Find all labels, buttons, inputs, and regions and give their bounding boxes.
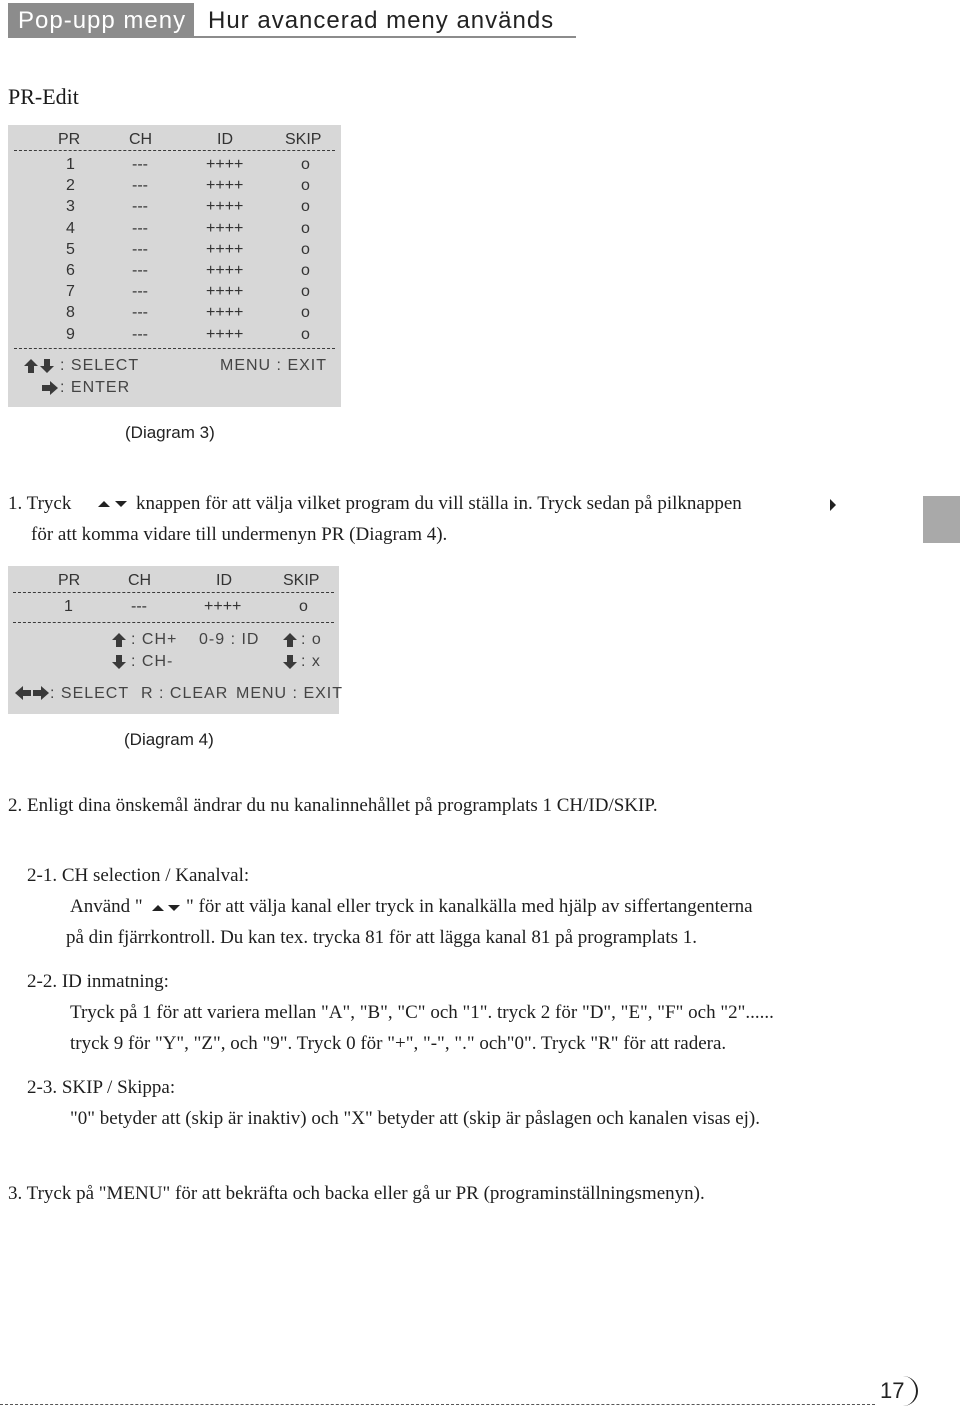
col-header-ch: CH: [129, 131, 153, 148]
row-ch: ---: [132, 156, 148, 173]
row-id: ++++: [204, 598, 242, 615]
row-ch: ---: [132, 304, 148, 322]
diagram3-menu: [8, 125, 341, 407]
up-down-triangles-icon: [97, 499, 131, 509]
clear-label: R : CLEAR: [141, 685, 229, 702]
step2-1-text-a: Använd ": [70, 896, 143, 917]
ch-plus-label: : CH+: [131, 631, 178, 648]
row-ch: ---: [132, 240, 148, 258]
step2-3-text: "0" betyder att (skip är inaktiv) och "X" betyder att (skip är påslagen och kanalen visas ej).: [70, 1108, 760, 1129]
row-pr: 6: [66, 262, 75, 279]
row-skip: o: [301, 156, 310, 173]
row-pr: 5: [66, 240, 75, 258]
menu-exit-label: MENU : EXIT: [220, 357, 328, 374]
step2-1-text-c: på din fjärrkontroll. Du kan tex. trycka 81 för att lägga kanal 81 på programplats 1.: [66, 927, 698, 948]
row-ch: ---: [132, 219, 148, 237]
menu-exit-label: MENU : EXIT: [236, 685, 344, 702]
right-arrow-icon: [41, 381, 59, 395]
skip-o-label: : o: [301, 631, 322, 648]
col-header-pr: PR: [58, 572, 81, 589]
row-skip: o: [301, 283, 310, 301]
col-header-ch: CH: [128, 572, 152, 589]
footer-divider: [0, 1404, 875, 1405]
right-triangle-icon: [829, 498, 837, 512]
up-arrow-icon: [111, 632, 127, 648]
row-pr: 1: [64, 598, 73, 615]
step2-1-title: 2-1. CH selection / Kanalval:: [27, 865, 250, 886]
row-pr: 3: [66, 198, 75, 216]
select-label: : SELECT: [50, 685, 130, 702]
row-ch: ---: [131, 598, 147, 615]
step2-text: 2. Enligt dina önskemål ändrar du nu kanalinnehållet på programplats 1 CH/ID/SKIP.: [8, 795, 658, 816]
row-divider: [13, 622, 334, 623]
row-skip: o: [301, 198, 310, 216]
col-header-id: ID: [217, 131, 233, 148]
side-tab: [923, 496, 960, 543]
page-number: 17: [880, 1378, 905, 1403]
row-skip: o: [301, 262, 310, 279]
row-id: ++++: [206, 219, 244, 237]
row-id: ++++: [206, 325, 244, 343]
row-id: ++++: [206, 304, 244, 322]
row-id: ++++: [206, 240, 244, 258]
id-label: 0-9 : ID: [199, 631, 260, 648]
step1-text-c: för att komma vidare till undermenyn PR (Diagram 4).: [31, 524, 448, 545]
row-ch: ---: [132, 177, 148, 195]
up-down-triangles-icon: [151, 903, 183, 913]
row-skip: o: [301, 219, 310, 237]
row-ch: ---: [132, 283, 148, 301]
step2-2-title: 2-2. ID inmatning:: [27, 971, 169, 992]
row-id: ++++: [206, 198, 244, 216]
page-number-bracket: [900, 1376, 918, 1406]
header-divider: [13, 592, 334, 593]
row-id: ++++: [206, 283, 244, 301]
section-heading: PR-Edit: [8, 84, 79, 109]
footer-divider: [14, 348, 335, 349]
row-id: ++++: [206, 156, 244, 173]
row-pr: 9: [66, 325, 75, 343]
skip-x-label: : x: [301, 653, 321, 670]
row-ch: ---: [132, 325, 148, 343]
step2-2-text-b: tryck 9 för "Y", "Z", och "9". Tryck 0 för "+", "-", "." och"0". Tryck "R" för att radera.: [70, 1033, 727, 1054]
row-skip: o: [301, 177, 310, 195]
diagram4-menu: [8, 566, 344, 714]
col-header-pr: PR: [58, 131, 81, 148]
row-id: ++++: [206, 177, 244, 195]
row-pr: 2: [66, 177, 75, 195]
up-down-arrows-icon: [23, 358, 59, 374]
row-skip: o: [301, 325, 310, 343]
up-arrow-icon: [282, 632, 298, 648]
row-id: ++++: [206, 262, 244, 279]
diagram3-caption: (Diagram 3): [125, 423, 215, 442]
section-tag: Pop-upp meny: [8, 3, 194, 38]
row-skip: o: [301, 240, 310, 258]
ch-minus-label: : CH-: [131, 653, 174, 670]
row-pr: 8: [66, 304, 75, 322]
step2-3-title: 2-3. SKIP / Skippa:: [27, 1077, 176, 1098]
row-pr: 7: [66, 283, 75, 301]
step1-text-b: knappen för att välja vilket program du vill ställa in. Tryck sedan på pilknappen: [136, 493, 742, 514]
left-right-arrows-icon: [14, 686, 50, 700]
step1-text-a: 1. Tryck: [8, 493, 72, 514]
col-header-skip: SKIP: [283, 572, 320, 589]
header-divider: [14, 150, 335, 151]
down-arrow-icon: [282, 654, 298, 670]
diagram4-caption: (Diagram 4): [124, 730, 214, 749]
step3-text: 3. Tryck på "MENU" för att bekräfta och backa eller gå ur PR (programinställningsmenyn).: [8, 1183, 705, 1204]
select-label: : SELECT: [60, 357, 140, 374]
row-skip: o: [299, 598, 308, 615]
row-pr: 4: [66, 219, 75, 237]
row-pr: 1: [66, 156, 75, 173]
step2-2-text-a: Tryck på 1 för att variera mellan "A", "B", "C" och "1". tryck 2 för "D", "E", "F" och "2"......: [70, 1002, 774, 1023]
row-ch: ---: [132, 262, 148, 279]
enter-label: : ENTER: [60, 379, 131, 396]
col-header-id: ID: [216, 572, 232, 589]
step2-1-text-b: " för att välja kanal eller tryck in kanalkälla med hjälp av siffertangenterna: [186, 896, 753, 917]
row-ch: ---: [132, 198, 148, 216]
col-header-skip: SKIP: [285, 131, 322, 148]
down-arrow-icon: [111, 654, 127, 670]
row-skip: o: [301, 304, 310, 322]
page-title: Hur avancerad meny används: [208, 7, 555, 34]
